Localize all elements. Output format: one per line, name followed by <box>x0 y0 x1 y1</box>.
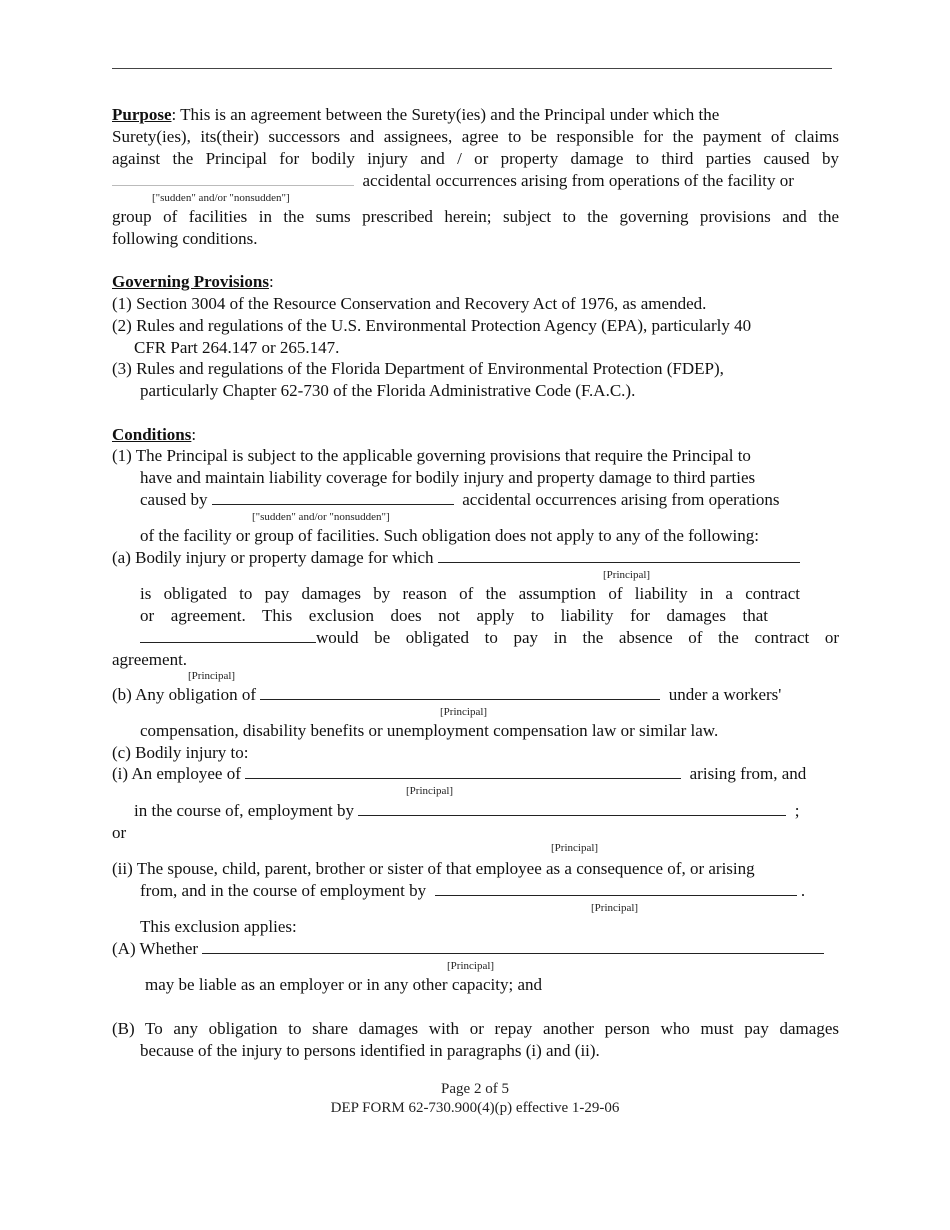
exclusion-c-i-line-1: (i) An employee of arising from, and <box>112 764 807 783</box>
principal-blank-c-i[interactable] <box>245 763 681 779</box>
exclusion-c-ii-line-1: (ii) The spouse, child, parent, brother or sister of that employee as a consequence of, or arising <box>112 859 755 878</box>
principal-hint-c-i: [Principal] <box>406 785 454 797</box>
condition-occurrence-blank[interactable] <box>212 489 454 505</box>
principal-blank-a2[interactable] <box>140 627 316 643</box>
principal-blank-A[interactable] <box>202 938 824 954</box>
principal-blank-c-ii[interactable] <box>435 880 797 896</box>
exclusion-a-line-5: agreement. <box>112 650 188 669</box>
exclusion-c-ii-line-2: from, and in the course of employment by . <box>140 881 806 900</box>
exclusion-a-line-3: or agreement. This exclusion does not apply to liability for damages that <box>140 606 768 625</box>
governing-heading-line: Governing Provisions: <box>112 272 274 291</box>
purpose-line-4: accidental occurrences arising from operations of the facility or <box>112 170 794 192</box>
purpose-heading: Purpose <box>112 105 172 124</box>
principal-hint-a: [Principal] <box>603 569 651 581</box>
exclusion-c-i-line-3: or <box>112 823 127 842</box>
occurrence-type-hint: ["sudden" and/or "nonsudden"] <box>152 192 290 204</box>
exclusion-b-line-1: (b) Any obligation of under a workers' <box>112 685 782 704</box>
principal-blank-b[interactable] <box>260 684 660 700</box>
exclusion-a-line-1: (a) Bodily injury or property damage for which <box>112 547 800 569</box>
exclusion-A-line-2: may be liable as an employer or in any other capacity; and <box>145 975 542 994</box>
page-number: Page 2 of 5 <box>441 1081 509 1097</box>
exclusion-c-heading: (c) Bodily injury to: <box>112 743 249 762</box>
purpose-line-5: group of facilities in the sums prescribed herein; subject to the governing provisions and the <box>112 207 839 226</box>
purpose-line-1: Purpose: This is an agreement between the Surety(ies) and the Principal under which the <box>112 105 720 124</box>
purpose-line-6: following conditions. <box>112 229 258 248</box>
governing-provision-2b: CFR Part 264.147 or 265.147. <box>134 338 340 357</box>
governing-provision-2a: (2) Rules and regulations of the U.S. Environmental Protection Agency (EPA), particularly 40 <box>112 316 752 335</box>
condition-1-line-2: have and maintain liability coverage for bodily injury and property damage to third parties <box>140 468 756 487</box>
governing-heading: Governing Provisions <box>112 272 269 291</box>
principal-hint-c-i2: [Principal] <box>551 842 599 854</box>
principal-hint-b: [Principal] <box>440 706 488 718</box>
governing-provision-1: (1) Section 3004 of the Resource Conservation and Recovery Act of 1976, as amended. <box>112 294 707 313</box>
exclusion-c-i-line-2: in the course of, employment by ; <box>134 801 800 820</box>
purpose-line-3: against the Principal for bodily injury and / or property damage to third parties caused by <box>112 149 839 168</box>
conditions-heading-line: Conditions: <box>112 425 197 444</box>
condition-1-line-1: (1) The Principal is subject to the applicable governing provisions that require the Principal to <box>112 446 751 465</box>
governing-provision-3a: (3) Rules and regulations of the Florida Department of Environmental Protection (FDEP), <box>112 359 724 378</box>
exclusion-a-line-2: is obligated to pay damages by reason of the assumption of liability in a contract <box>140 584 800 603</box>
exclusion-A-line-1: (A) Whether <box>112 938 824 960</box>
principal-blank-c-i2[interactable] <box>358 800 786 816</box>
exclusion-B-line-2: because of the injury to persons identified in paragraphs (i) and (ii). <box>140 1041 600 1060</box>
exclusion-b-line-2: compensation, disability benefits or unemployment compensation law or similar law. <box>140 721 719 740</box>
exclusion-a-line-4: would be obligated to pay in the absence of the contract or <box>140 627 839 649</box>
condition-occurrence-hint: ["sudden" and/or "nonsudden"] <box>252 511 390 523</box>
condition-1-line-3: caused by accidental occurrences arising from operations <box>140 490 780 509</box>
form-id: DEP FORM 62-730.900(4)(p) effective 1-29-06 <box>330 1100 620 1116</box>
governing-provision-3b: particularly Chapter 62-730 of the Florida Administrative Code (F.A.C.). <box>140 381 636 400</box>
purpose-line-2: Surety(ies), its(their) successors and assignees, agree to be responsible for the payment of claims <box>112 127 839 146</box>
principal-hint-a2: [Principal] <box>188 670 236 682</box>
principal-hint-c-ii: [Principal] <box>591 902 639 914</box>
principal-hint-A: [Principal] <box>447 960 495 972</box>
occurrence-type-blank[interactable] <box>112 170 354 186</box>
principal-blank-a[interactable] <box>438 547 800 563</box>
condition-1-line-4: of the facility or group of facilities. Such obligation does not apply to any of the following: <box>140 526 759 545</box>
conditions-heading: Conditions <box>112 425 192 444</box>
exclusion-B-line-1: (B) To any obligation to share damages with or repay another person who must pay damages <box>112 1019 839 1038</box>
header-rule <box>112 68 832 69</box>
exclusion-applies: This exclusion applies: <box>140 917 297 936</box>
